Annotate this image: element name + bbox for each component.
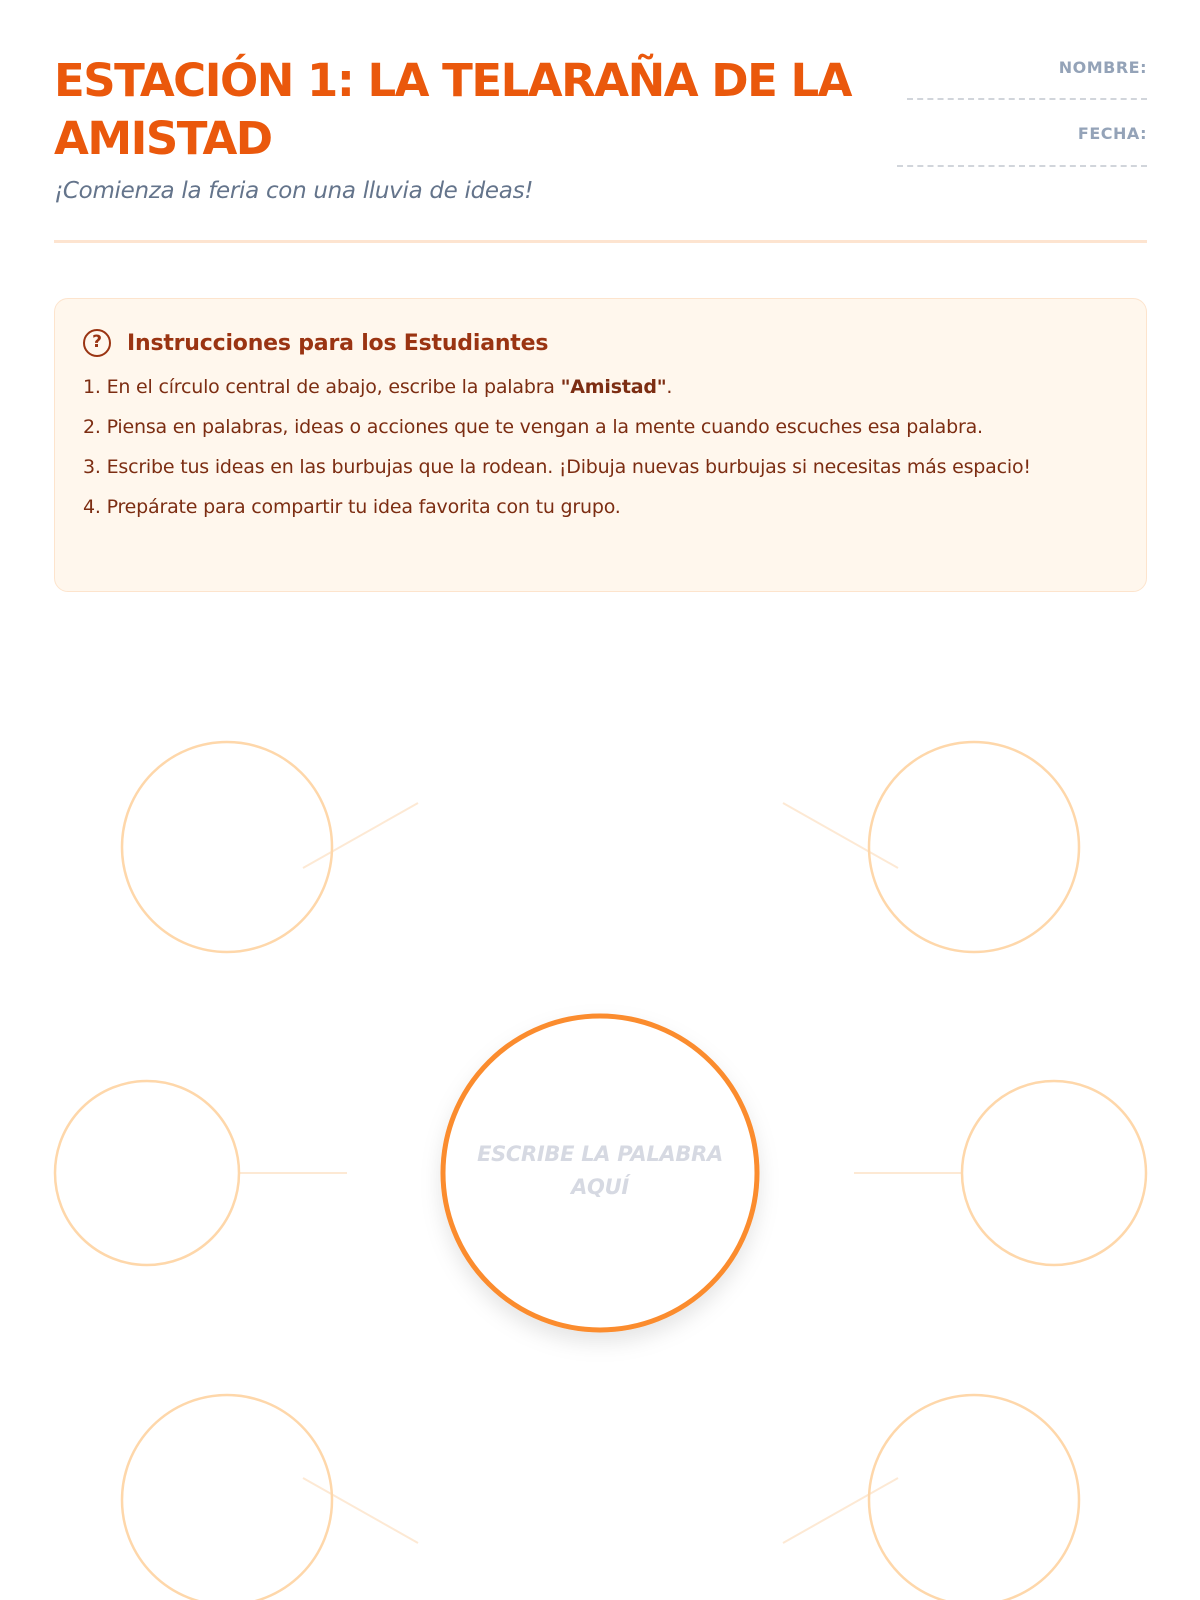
connector-line — [783, 803, 898, 868]
name-label: NOMBRE: — [1058, 58, 1147, 77]
instructions-heading: Instrucciones para los Estudiantes — [127, 330, 549, 356]
idea-bubble-bottom-left[interactable] — [122, 1395, 332, 1600]
connector-line — [783, 1478, 898, 1543]
date-label: FECHA: — [1077, 124, 1147, 143]
instruction-step-3: 3. Escribe tus ideas en las burbujas que la rodean. ¡Dibuja nuevas burbujas si necesitas más espacio! — [83, 456, 1031, 478]
center-placeholder: ESCRIBE LA PALABRA AQUÍ — [477, 1142, 723, 1199]
question-circle-icon: ? — [83, 329, 111, 357]
idea-bubble-top-right[interactable] — [869, 742, 1079, 952]
key-word: "Amistad" — [560, 376, 667, 398]
connector-line — [303, 1478, 418, 1543]
idea-bubble-mid-left[interactable] — [55, 1081, 239, 1265]
idea-bubble-top-left[interactable] — [122, 742, 332, 952]
idea-bubble-mid-right[interactable] — [962, 1081, 1146, 1265]
page-title: ESTACIÓN 1: LA TELARAÑA DE LA AMISTAD — [54, 54, 851, 165]
instruction-step-1: 1. En el círculo central de abajo, escribe la palabra "Amistad". — [83, 376, 673, 398]
instruction-step-2: 2. Piensa en palabras, ideas o acciones que te vengan a la mente cuando escuches esa palabra. — [83, 416, 983, 438]
page-subtitle: ¡Comienza la feria con una lluvia de ideas! — [54, 178, 534, 204]
idea-bubble-bottom-right[interactable] — [869, 1395, 1079, 1600]
connector-line — [303, 803, 418, 868]
instruction-step-4: 4. Prepárate para compartir tu idea favorita con tu grupo. — [83, 496, 621, 518]
